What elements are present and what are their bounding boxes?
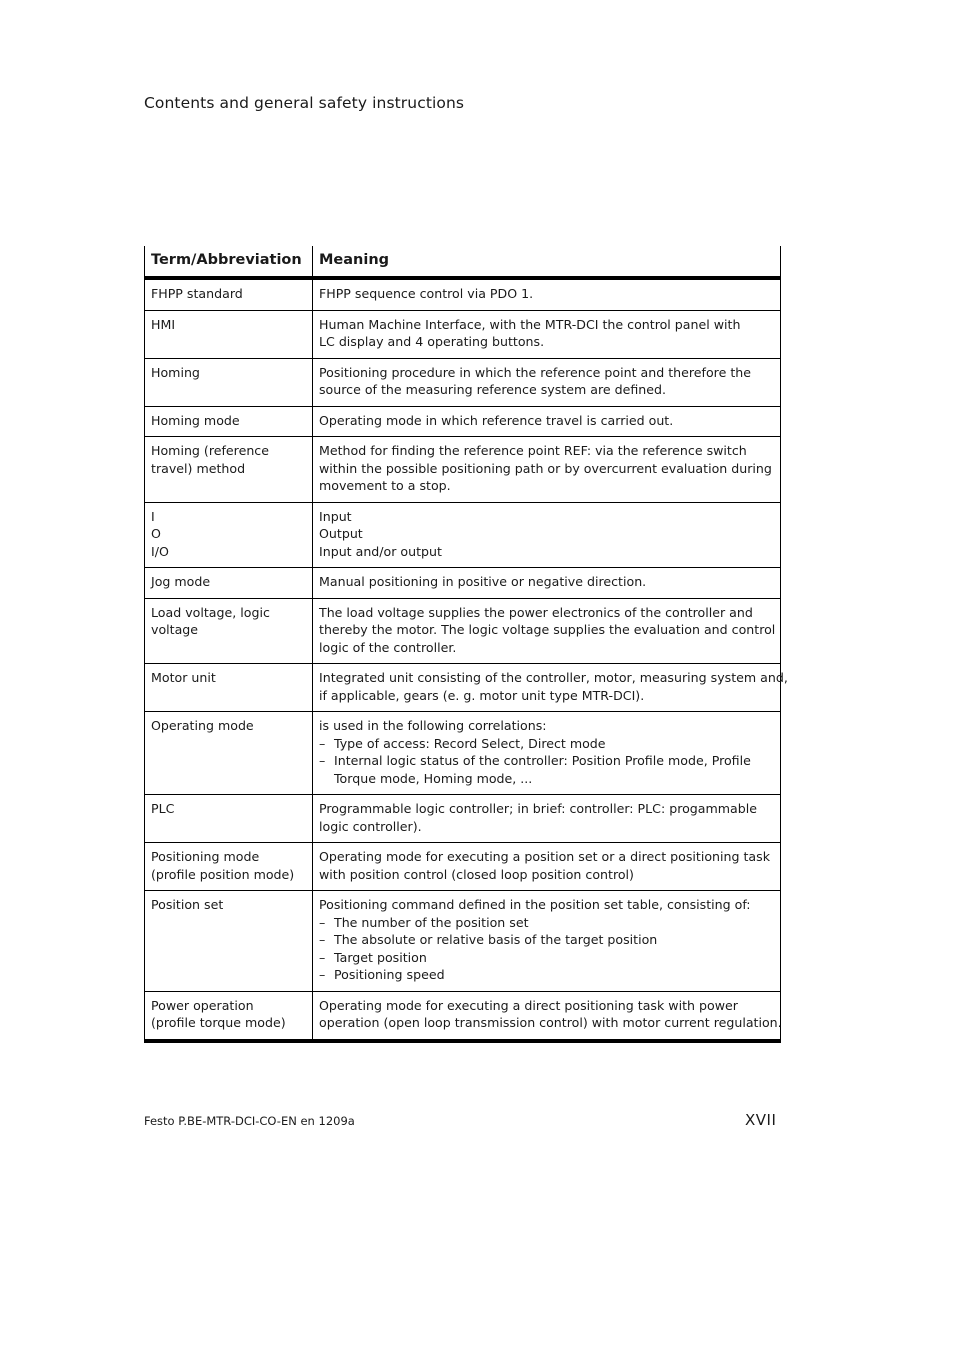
page-header-title: Contents and general safety instructions — [144, 94, 465, 112]
term-cell — [145, 598, 313, 664]
bullet-item — [319, 931, 774, 949]
term-text: Positioning mode — [151, 849, 260, 864]
meaning-text: operation (open loop transmission control) with motor current regulation. — [319, 1015, 782, 1030]
term-cell — [145, 502, 313, 568]
bullet-dash: – — [319, 949, 326, 965]
table-row — [145, 843, 781, 891]
meaning-text: Programmable logic controller; in brief: controller: PLC: progammable — [319, 801, 758, 816]
term-text: travel) method — [151, 460, 246, 476]
meaning-cell — [313, 664, 788, 712]
bullet-dash: – — [319, 735, 326, 751]
meaning-text: FHPP sequence control via PDO 1. — [319, 286, 534, 301]
term-text: Operating mode — [151, 718, 254, 733]
meaning-text: Manual positioning in positive or negative direction. — [319, 574, 647, 589]
meaning-text: Operating mode in which reference travel is carried out. — [319, 412, 674, 428]
term-text: (profile position mode) — [151, 866, 295, 882]
meaning-text: Operating mode for executing a position set or a direct positioning task — [319, 849, 771, 864]
meaning-cell — [313, 502, 781, 568]
meaning-cell — [313, 891, 781, 992]
table-row — [145, 891, 781, 992]
meaning-text: source of the measuring reference system are defined. — [319, 382, 667, 397]
meaning-text: LC display and 4 operating buttons. — [319, 334, 545, 349]
meaning-cell — [313, 406, 781, 437]
term-text: Homing — [151, 364, 200, 380]
table-row — [145, 568, 781, 599]
meaning-cell — [313, 712, 781, 795]
table-row — [145, 991, 781, 1041]
term-text: Jog mode — [151, 574, 211, 589]
table-row — [145, 795, 781, 843]
bullet-text: Type of access: Record Select, Direct mode — [334, 735, 606, 751]
bullet-text: The number of the position set — [334, 914, 529, 930]
meaning-text: Positioning command defined in the position set table, consisting of: — [319, 897, 751, 912]
meaning-text: if applicable, gears (e. g. motor unit type MTR-DCI). — [319, 687, 645, 703]
meaning-cell — [313, 991, 781, 1041]
meaning-cell — [313, 358, 781, 406]
table-row — [145, 278, 781, 310]
meaning-text: Integrated unit consisting of the controller, motor, measuring system and, — [319, 670, 788, 685]
table-row — [145, 598, 781, 664]
term-cell — [145, 568, 313, 599]
footer-document-id: Festo P.BE-MTR-DCI-CO-EN en 1209a — [144, 1114, 355, 1128]
term-cell — [145, 278, 313, 310]
meaning-cell — [313, 568, 781, 599]
table-row — [145, 664, 781, 712]
meaning-text: Input — [319, 508, 352, 524]
footer-page-number: XVII — [745, 1111, 777, 1129]
column-header-meaning: Meaning — [313, 246, 781, 278]
term-cell — [145, 712, 313, 795]
meaning-cell — [313, 437, 781, 503]
meaning-text: logic of the controller. — [319, 639, 457, 655]
bullet-item — [319, 752, 774, 787]
meaning-text: Positioning procedure in which the reference point and therefore the — [319, 364, 751, 380]
bullet-item — [319, 949, 774, 967]
bullet-text: Positioning speed — [334, 967, 445, 982]
term-text: PLC — [151, 801, 175, 816]
term-cell — [145, 406, 313, 437]
column-header-term: Term/Abbreviation — [145, 246, 313, 278]
term-text: Homing mode — [151, 412, 240, 428]
table-body — [145, 278, 788, 1041]
bullet-item — [319, 735, 774, 753]
meaning-cell — [313, 795, 781, 843]
table-row — [145, 406, 781, 437]
meaning-text: Operating mode for executing a direct positioning task with power — [319, 997, 738, 1013]
term-cell — [145, 664, 313, 712]
bullet-text: Target position — [334, 949, 427, 965]
bullet-dash: – — [319, 753, 326, 768]
bullet-dash: – — [319, 967, 326, 982]
term-cell — [145, 310, 313, 358]
term-cell — [145, 795, 313, 843]
term-text: I/O — [151, 543, 169, 559]
bullet-text: The absolute or relative basis of the target position — [334, 932, 658, 947]
meaning-cell — [313, 278, 781, 310]
meaning-text: movement to a stop. — [319, 478, 451, 493]
meaning-text: with position control (closed loop position control) — [319, 866, 634, 882]
term-text: Position set — [151, 897, 224, 912]
table-row — [145, 712, 781, 795]
term-text: Motor unit — [151, 670, 216, 685]
meaning-text: thereby the motor. The logic voltage supplies the evaluation and control — [319, 622, 776, 637]
bullet-dash: – — [319, 932, 326, 947]
term-cell — [145, 843, 313, 891]
term-cell — [145, 358, 313, 406]
meaning-cell — [313, 843, 781, 891]
meaning-cell — [313, 598, 781, 664]
table-header-row — [145, 246, 781, 278]
term-text: FHPP standard — [151, 286, 243, 301]
term-text: voltage — [151, 622, 199, 637]
table-row — [145, 310, 781, 358]
meaning-text: The load voltage supplies the power electronics of the controller and — [319, 604, 753, 620]
meaning-text: Output — [319, 526, 363, 541]
table-row — [145, 437, 781, 503]
term-text: Power operation — [151, 997, 254, 1013]
table-row — [145, 358, 781, 406]
term-text: I — [151, 508, 155, 524]
term-text: (profile torque mode) — [151, 1015, 286, 1030]
meaning-text: logic controller). — [319, 818, 422, 834]
term-text: O — [151, 526, 161, 541]
bullet-item — [319, 966, 774, 984]
glossary-table — [144, 246, 788, 1043]
meaning-text: Method for finding the reference point REF: via the reference switch — [319, 443, 747, 458]
meaning-text: Input and/or output — [319, 543, 442, 559]
meaning-text: Human Machine Interface, with the MTR-DCI the control panel with — [319, 316, 741, 332]
meaning-cell — [313, 310, 781, 358]
term-text: Load voltage, logic — [151, 604, 270, 620]
table-row — [145, 502, 781, 568]
term-cell — [145, 891, 313, 992]
term-cell — [145, 437, 313, 503]
meaning-text: is used in the following correlations: — [319, 718, 547, 733]
bullet-dash: – — [319, 914, 326, 930]
term-text: HMI — [151, 316, 176, 332]
bullet-item — [319, 914, 774, 932]
bullet-text: Internal logic status of the controller: Position Profile mode, Profile Torque mode, Homing mode, ... — [334, 753, 751, 786]
term-text: Homing (reference — [151, 443, 269, 458]
term-cell — [145, 991, 313, 1041]
meaning-text: within the possible positioning path or by overcurrent evaluation during — [319, 460, 772, 476]
